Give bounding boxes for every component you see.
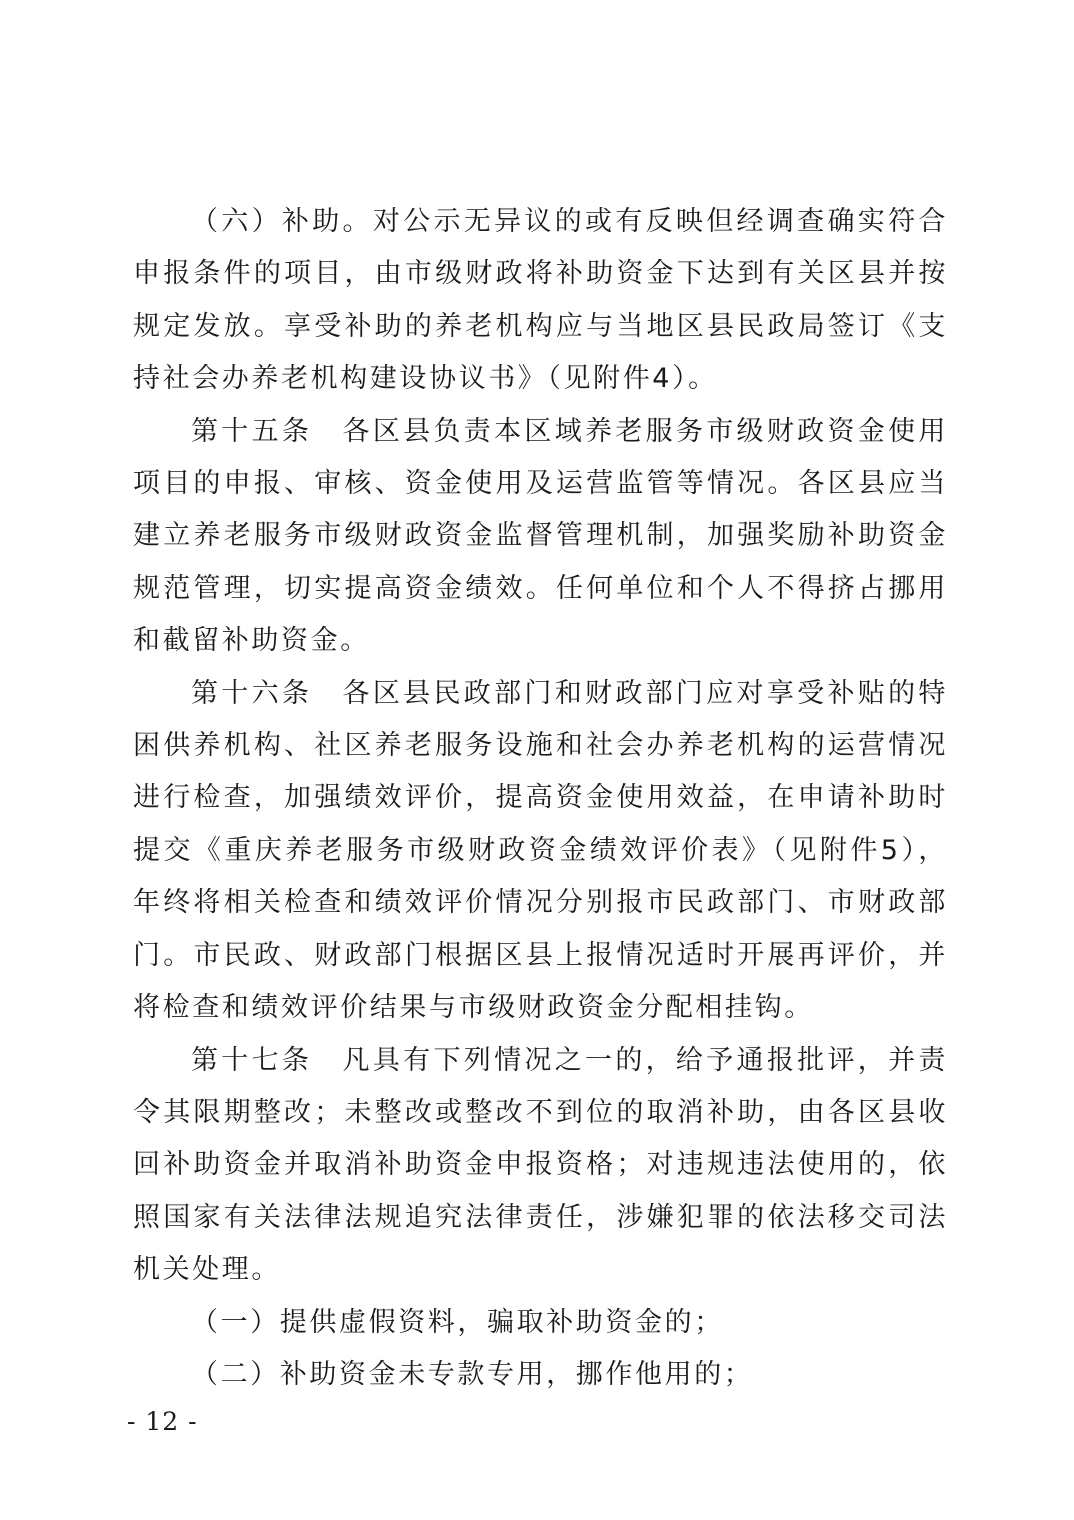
list-item-misuse-funds: （二）补助资金未专款专用，挪作他用的； (191, 1358, 754, 1390)
page-number: - 12 - (127, 1407, 198, 1436)
paragraph-article-15: 第十五条 各区县负责本区域养老服务市级财政资金使用项目的申报、审核、资金使用及运营监管等情况。各区县应当建立养老服务市级财政资金监督管理机制，加强奖励补助资金规范管理，切实提高资金绩效。任何单位和个人不得挤占挪用和截留补助资金。 (133, 415, 948, 657)
list-item-false-materials: （一）提供虚假资料，骗取补助资金的； (191, 1306, 724, 1338)
paragraph-article-17: 第十七条 凡具有下列情况之一的，给予通报批评，并责令其限期整改；未整改或整改不到位的取消补助，由各区县收回补助资金并取消补助资金申报资格；对违规违法使用的，依照国家有关法律法规追究法律责任，涉嫌犯罪的依法移交司法机关处理。 (133, 1044, 948, 1286)
paragraph-article-16: 第十六条 各区县民政部门和财政部门应对享受补贴的特困供养机构、社区养老服务设施和社会办养老机构的运营情况进行检查，加强绩效评价，提高资金使用效益，在申请补助时提交《重庆养老服务市级财政资金绩效评价表》（见附件5），年终将相关检查和绩效评价情况分别报市民政部门、市财政部门。市民政、财政部门根据区县上报情况适时开展再评价，并将检查和绩效评价结果与市级财政资金分配相挂钩。 (133, 677, 948, 1024)
document-body (133, 196, 948, 1401)
paragraph-subsidy: （六）补助。对公示无异议的或有反映但经调查确实符合申报条件的项目，由市级财政将补助资金下达到有关区县并按规定发放。享受补助的养老机构应与当地区县民政局签订《支持社会办养老机构建设协议书》（见附件4）。 (133, 206, 948, 395)
